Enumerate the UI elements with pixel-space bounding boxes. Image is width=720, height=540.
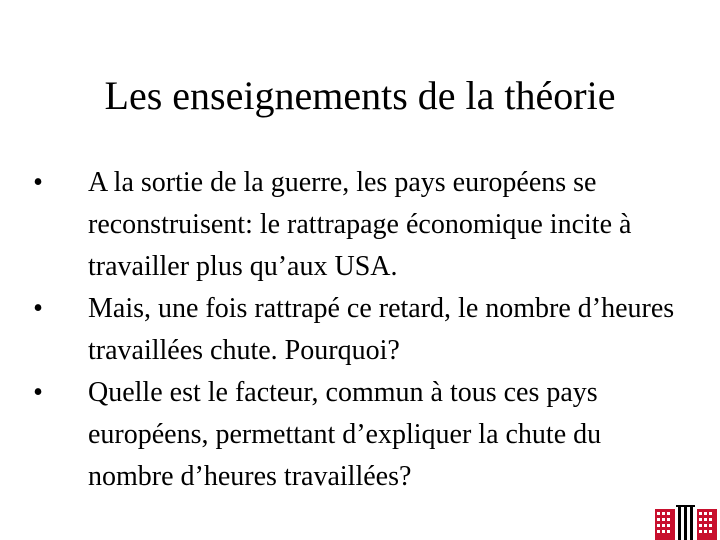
bullet-text: Mais, une fois rattrapé ce retard, le nombre d’heures travaillées chute. Pourquoi? bbox=[88, 293, 675, 366]
bullet-marker: • bbox=[33, 167, 43, 198]
bullet-text: A la sortie de la guerre, les pays européens se reconstruisent: le rattrapage économique incite à travailler plus qu’aux USA. bbox=[88, 167, 632, 282]
bullet-item-1 bbox=[28, 162, 688, 288]
bullet-item-2 bbox=[28, 288, 688, 372]
slide-title: Les enseignements de la théorie bbox=[104, 73, 616, 118]
center-columns bbox=[676, 505, 695, 540]
bullet-text: Quelle est le facteur, commun à tous ces pays européens, permettant d’expliquer la chute du nombre d’heures travaillées? bbox=[88, 377, 602, 492]
bullet-marker: • bbox=[33, 377, 43, 408]
building-logo-icon bbox=[652, 503, 720, 540]
bullet-item-3 bbox=[28, 372, 688, 498]
bullet-list bbox=[28, 162, 688, 498]
bullet-marker: • bbox=[33, 293, 43, 324]
